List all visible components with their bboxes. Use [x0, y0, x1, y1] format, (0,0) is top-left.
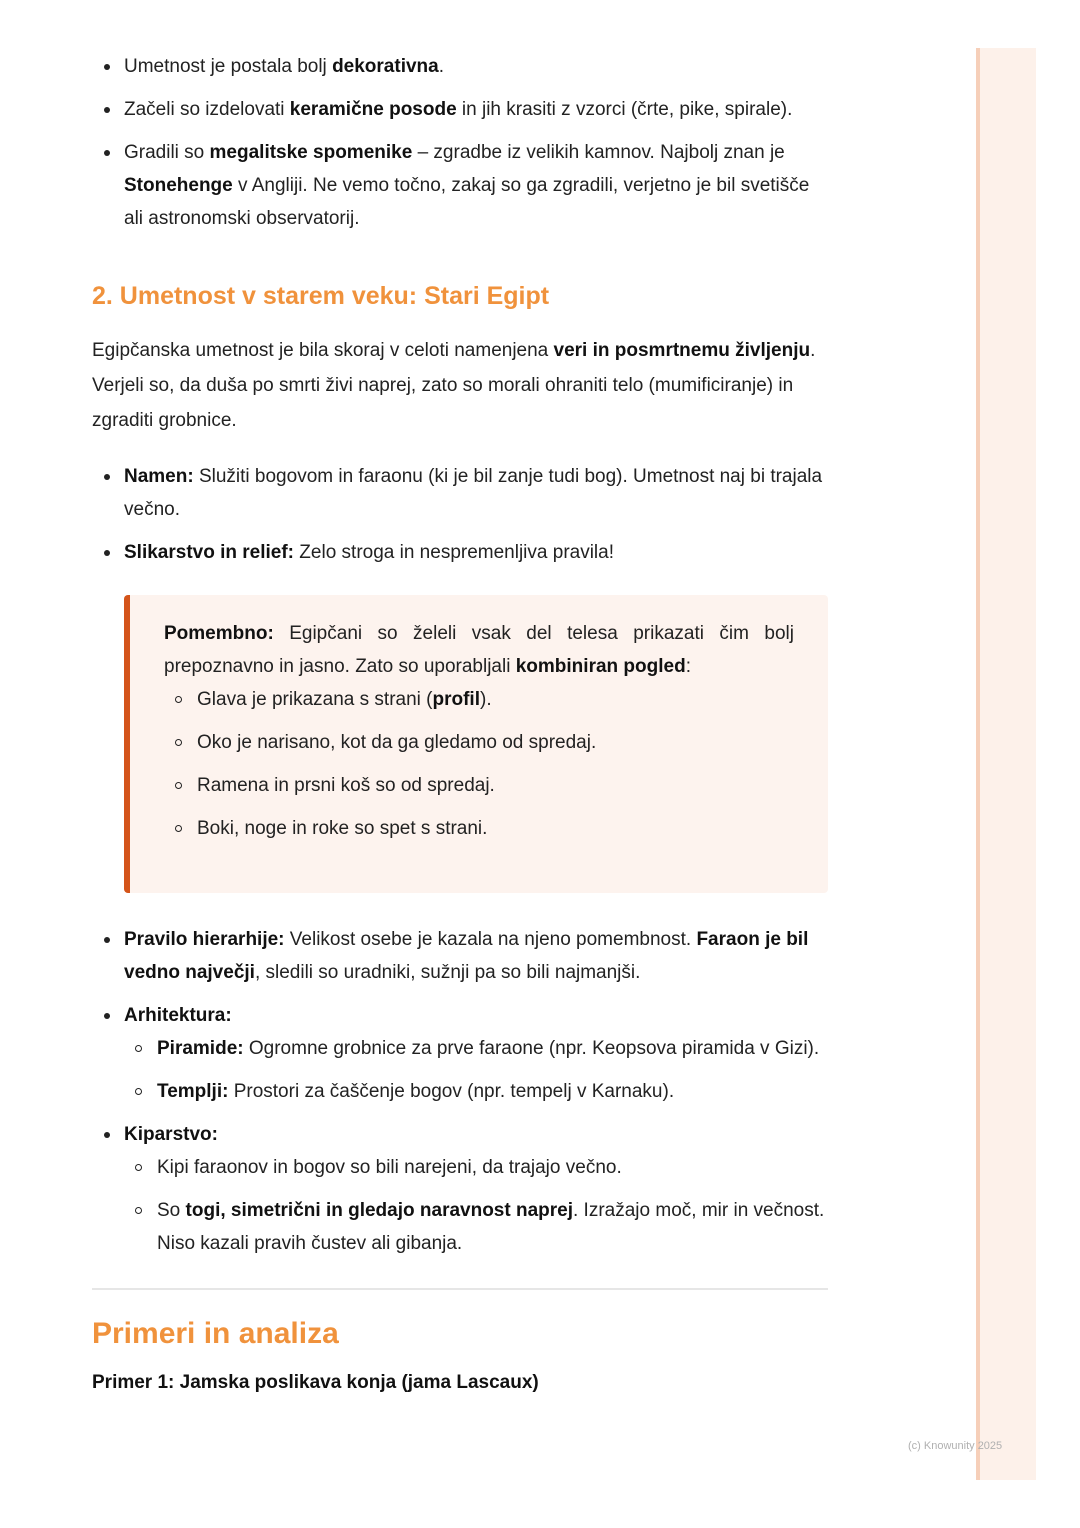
list-item: Piramide: Ogromne grobnice za prve faraone (npr. Keopsova piramida v Gizi). — [124, 1032, 828, 1065]
section-heading-examples: Primeri in analiza — [92, 1317, 339, 1350]
note-sub-list — [164, 683, 794, 845]
list-item: Umetnost je postala bolj dekorativna. — [92, 50, 828, 83]
example-heading: Primer 1: Jamska poslikava konja (jama Lascaux) — [92, 1372, 539, 1393]
list-item: Namen: Služiti bogovom in faraonu (ki je bil zanje tudi bog). Umetnost naj bi trajala večno. — [92, 460, 828, 526]
section-divider — [92, 1288, 828, 1290]
document-content — [92, 48, 828, 1394]
list-item: Glava je prikazana s strani (profil). — [164, 683, 794, 716]
watermark: (c) Knowunity 2025 — [908, 1440, 1003, 1452]
list-item: Boki, noge in roke so spet s strani. — [164, 812, 794, 845]
list-item: Kipi faraonov in bogov so bili narejeni, da trajajo večno. — [124, 1151, 828, 1184]
list-item: Gradili so megalitske spomenike – zgradbe iz velikih kamnov. Najbolj znan je Stonehenge v Angliji. Ne vemo točno, zakaj so ga zgradili, verjetno je bil svetišče ali astronomski observatorij. — [92, 136, 828, 235]
list-item: Slikarstvo in relief: Zelo stroga in nespremenljiva pravila! Pomembno: Egipčani so želeli vsak del telesa prikazati čim bolj prepoznavno in jasno. Zato so uporabljali kombiniran pogled: Glava je prikazana s strani (profil). Oko je narisano, kot da ga gledamo od spredaj. Ramena in prsni koš so od spredaj. Boki, noge in roke so spet s strani. — [92, 536, 828, 893]
list-item: Ramena in prsni koš so od spredaj. — [164, 769, 794, 802]
list-item: Oko je narisano, kot da ga gledamo od spredaj. — [164, 726, 794, 759]
architecture-sub-list — [124, 1032, 828, 1108]
sculpture-sub-list — [124, 1151, 828, 1260]
intro-bullet-list — [92, 50, 828, 235]
list-item: Pravilo hierarhije: Velikost osebe je kazala na njeno pomembnost. Faraon je bil vedno največji, sledili so uradniki, sužnji pa so bili najmanjši. — [92, 923, 828, 989]
list-item: Začeli so izdelovati keramične posode in jih krasiti z vzorci (črte, pike, spirale). — [92, 93, 828, 126]
section-paragraph: Egipčanska umetnost je bila skoraj v celoti namenjena veri in posmrtnemu življenju. Verjeli so, da duša po smrti živi naprej, zato so morali ohraniti telo (mumificiranje) in zgraditi grobnice. — [92, 340, 816, 431]
list-item: Kiparstvo: Kipi faraonov in bogov so bili narejeni, da trajajo večno. So togi, simetrični in gledajo naravnost naprej. Izražajo moč, mir in večnost. Niso kazali pravih čustev ali gibanja. — [92, 1118, 828, 1260]
list-item: Arhitektura: Piramide: Ogromne grobnice za prve faraone (npr. Keopsova piramida v Gizi). Templji: Prostori za čaščenje bogov (npr. tempelj v Karnaku). — [92, 999, 828, 1108]
important-note-box — [124, 595, 828, 893]
section-heading-egypt: 2. Umetnost v starem veku: Stari Egipt — [92, 282, 550, 310]
list-item: Templji: Prostori za čaščenje bogov (npr. tempelj v Karnaku). — [124, 1075, 828, 1108]
sidebar-decoration — [976, 48, 1036, 1480]
list-item: So togi, simetrični in gledajo naravnost naprej. Izražajo moč, mir in večnost. Niso kazali pravih čustev ali gibanja. — [124, 1194, 828, 1260]
egypt-bullet-list — [92, 460, 828, 1260]
note-text: Pomembno: Egipčani so želeli vsak del telesa prikazati čim bolj prepoznavno in jasno. Zato so uporabljali kombiniran pogled: — [164, 623, 794, 677]
